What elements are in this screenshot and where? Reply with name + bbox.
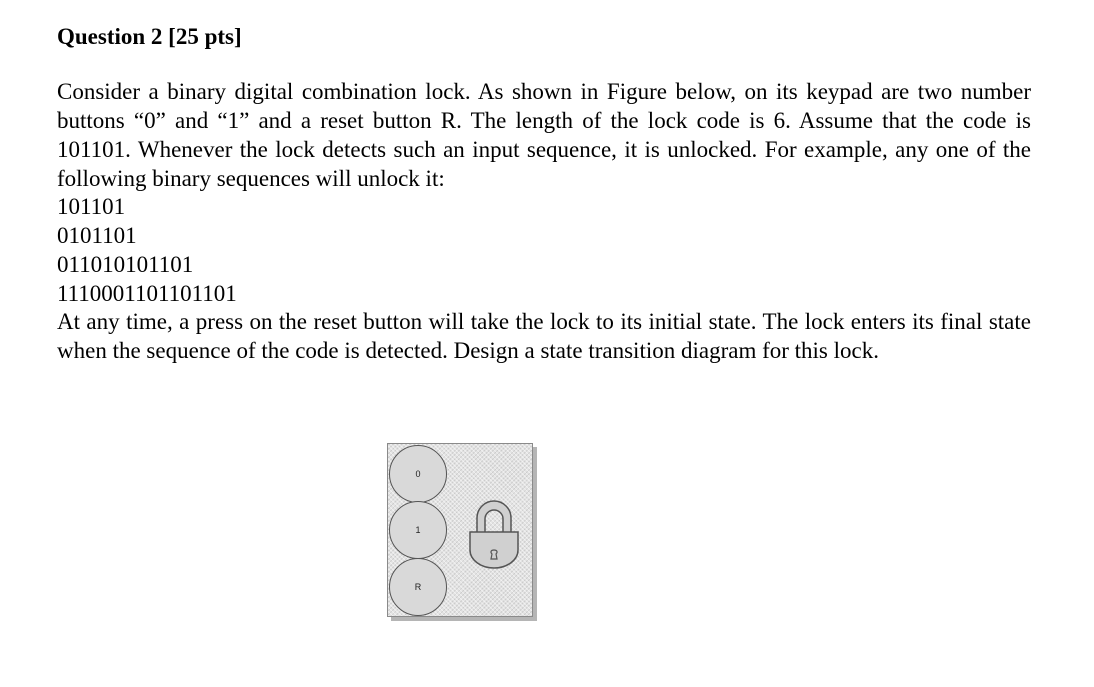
key-reset: R [389, 558, 447, 616]
padlock-icon [466, 496, 522, 570]
keypad-panel [387, 443, 533, 617]
sequence-item: 011010101101 [57, 252, 194, 277]
lock-keypad-figure [387, 443, 533, 617]
task-statement: At any time, a press on the reset button will take the lock to its initial state. The lock enters its final state when the sequence of the code is detected. Design a state transition diagram for this lock. [57, 309, 1031, 363]
example-sequences [57, 192, 237, 308]
sequence-item: 101101 [57, 194, 126, 219]
question-heading: Question 2 [25 pts] [57, 24, 242, 49]
sequence-item: 1110001101101101 [57, 281, 237, 306]
problem-statement: Consider a binary digital combination lock. As shown in Figure below, on its keypad are two number buttons “0” and “1” and a reset button R. The length of the lock code is 6. Assume that the code is 101101. Whenever the lock detects such an input sequence, it is unlocked. For example, any one of the following binary sequences will unlock it: [57, 79, 1031, 191]
key-one: 1 [389, 501, 447, 559]
key-zero: 0 [389, 445, 447, 503]
sequence-item: 0101101 [57, 223, 137, 248]
padlock-shackle [477, 501, 511, 534]
